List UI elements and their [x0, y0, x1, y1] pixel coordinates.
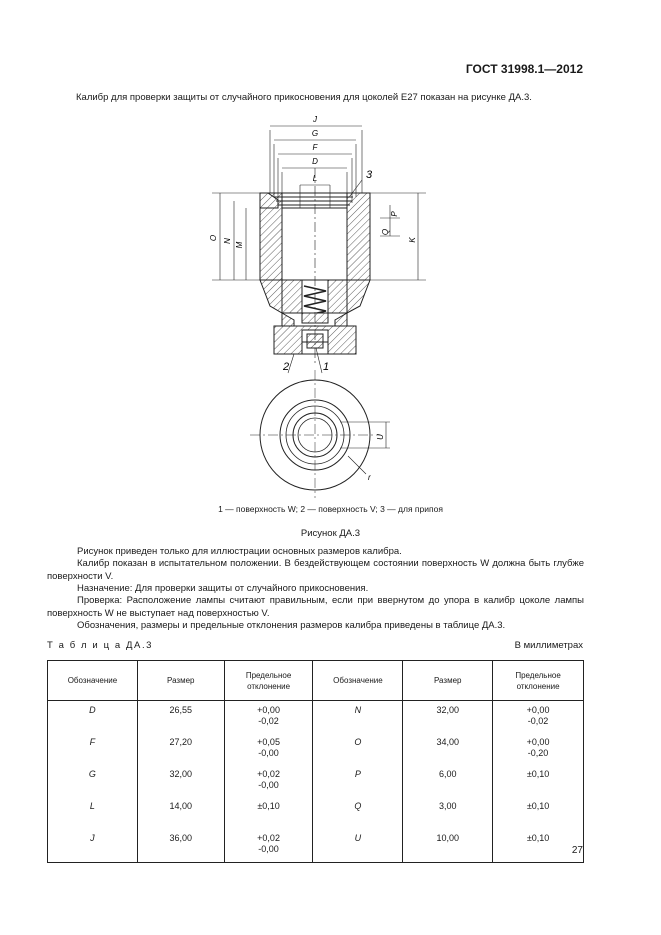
- cell-designation: O: [313, 734, 403, 766]
- callout-3: 3: [366, 169, 373, 181]
- dim-label-L: L: [312, 174, 318, 183]
- cell-deviation: [493, 734, 584, 766]
- dim-label-r: r: [368, 473, 371, 482]
- dim-label-Q: Q: [381, 228, 390, 236]
- paragraph-3: Назначение: Для проверки защиты от случайного прикосновения.: [77, 583, 369, 594]
- cell-deviation: [493, 830, 584, 863]
- cell-size: 32,00: [403, 701, 493, 735]
- dim-label-G: G: [311, 129, 319, 138]
- cell-deviation: [493, 766, 584, 798]
- deviation-upper: +0,00: [526, 705, 550, 715]
- intro-text: Калибр для проверки защиты от случайного прикосновения для цоколей Е27 показан на рисунке ДА.3.: [76, 92, 532, 103]
- cell-designation: P: [313, 766, 403, 798]
- dim-label-P: P: [390, 211, 399, 217]
- deviation-upper: +0,05: [257, 737, 280, 747]
- paragraph-2: Калибр показан в испытательном положении. В бездействующем состоянии поверхность W должна быть глубже поверхности V.: [47, 558, 584, 582]
- header-designation: Обозначение: [48, 661, 138, 701]
- cell-designation: L: [48, 798, 138, 830]
- cell-size: 26,55: [137, 701, 224, 735]
- table-row: [48, 798, 584, 830]
- section-view: [212, 126, 426, 373]
- paragraph-4: Проверка: Расположение лампы считают правильным, если при ввернутом до упора в калибр цоколе лампы поверхность W не выступает над поверхностью V.: [47, 595, 584, 619]
- document-header: ГОСТ 31998.1—2012: [465, 62, 583, 76]
- cell-deviation: [224, 766, 313, 798]
- header-size: Размер: [403, 661, 493, 701]
- dim-label-D: D: [312, 157, 318, 166]
- cell-size: 34,00: [403, 734, 493, 766]
- callout-1: 1: [323, 361, 330, 373]
- cell-designation: F: [48, 734, 138, 766]
- header-deviation: Предельное отклонение: [493, 661, 584, 701]
- deviation-lower: -0,02: [258, 716, 279, 726]
- cell-designation: D: [48, 701, 138, 735]
- callout-2: 2: [283, 361, 290, 373]
- paragraph-5: Обозначения, размеры и предельные отклонения размеров калибра приведены в таблице ДА.3.: [77, 620, 506, 631]
- gauge-drawing: [190, 108, 440, 503]
- deviation-upper: ±0,10: [526, 769, 550, 779]
- dim-label-F: F: [312, 143, 318, 152]
- cell-size: 27,20: [137, 734, 224, 766]
- header-deviation: Предельное отклонение: [224, 661, 313, 701]
- cell-size: 6,00: [403, 766, 493, 798]
- deviation-lower: -0,02: [527, 716, 549, 726]
- table-row: [48, 734, 584, 766]
- dim-label-U: U: [376, 434, 385, 440]
- cell-deviation: [224, 830, 313, 863]
- cell-size: 32,00: [137, 766, 224, 798]
- cell-size: 10,00: [403, 830, 493, 863]
- cell-size: 3,00: [403, 798, 493, 830]
- dim-label-M: M: [235, 241, 244, 249]
- dim-label-N: N: [223, 238, 232, 244]
- figure-caption: Рисунок ДА.3: [300, 528, 361, 539]
- table-units: В миллиметрах: [514, 640, 583, 651]
- deviation-upper: +0,02: [257, 833, 280, 843]
- page-number: 27: [571, 845, 583, 856]
- cell-designation: Q: [313, 798, 403, 830]
- header-designation: Обозначение: [313, 661, 403, 701]
- dimensions-table: [47, 660, 584, 863]
- table-row: [48, 766, 584, 798]
- deviation-lower: -0,00: [258, 844, 279, 854]
- deviation-upper: +0,02: [257, 769, 280, 779]
- figure-legend: 1 — поверхность W; 2 — поверхность V; 3 — для припоя: [218, 504, 443, 514]
- deviation-upper: +0,00: [257, 705, 280, 715]
- header-size: Размер: [137, 661, 224, 701]
- table-row: [48, 830, 584, 863]
- table-title: Т а б л и ц а ДА.3: [47, 640, 154, 651]
- cell-designation: N: [313, 701, 403, 735]
- cell-size: 36,00: [137, 830, 224, 863]
- cell-size: 14,00: [137, 798, 224, 830]
- cell-deviation: [493, 798, 584, 830]
- deviation-upper: ±0,10: [526, 801, 550, 811]
- cell-deviation: [224, 798, 313, 830]
- paragraph-1: Рисунок приведен только для иллюстрации основных размеров калибра.: [77, 546, 402, 557]
- deviation-upper: ±0,10: [526, 833, 550, 843]
- cell-deviation: [493, 701, 584, 735]
- deviation-lower: -0,20: [527, 748, 549, 758]
- cell-designation: G: [48, 766, 138, 798]
- deviation-lower: -0,00: [258, 780, 279, 790]
- deviation-upper: ±0,10: [257, 801, 280, 811]
- cell-designation: J: [48, 830, 138, 863]
- cell-deviation: [224, 701, 313, 735]
- cell-designation: U: [313, 830, 403, 863]
- dim-label-K: K: [408, 237, 417, 243]
- dim-label-J: J: [313, 115, 317, 124]
- table-header-row: [48, 661, 584, 701]
- table-row: [48, 701, 584, 735]
- deviation-upper: +0,00: [526, 737, 550, 747]
- dim-label-O: O: [209, 234, 218, 242]
- cell-deviation: [224, 734, 313, 766]
- deviation-lower: -0,00: [258, 748, 279, 758]
